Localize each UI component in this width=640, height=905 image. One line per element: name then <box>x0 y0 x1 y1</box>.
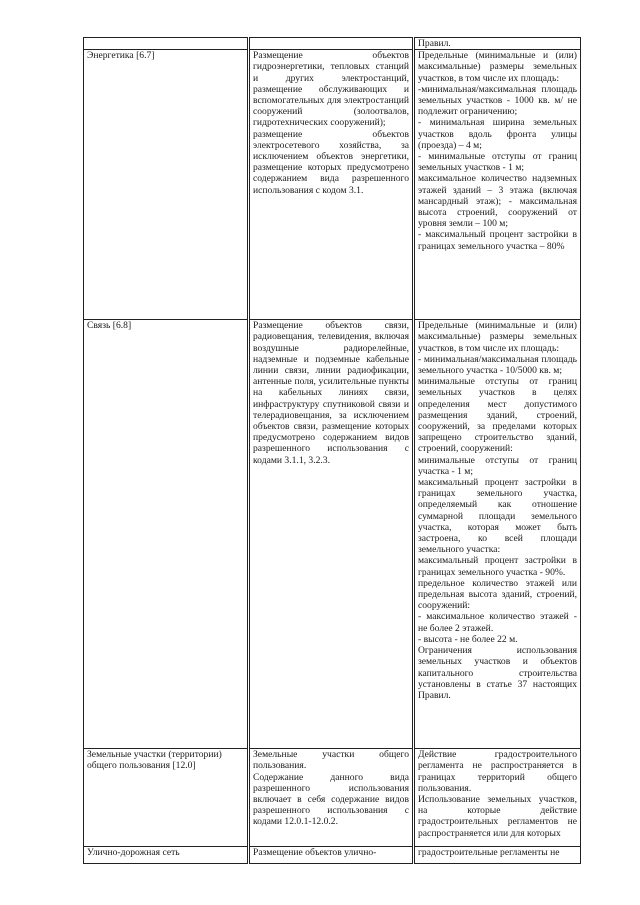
params-cell <box>414 847 581 864</box>
params-paragraph: Правил. <box>418 38 451 49</box>
params-paragraph: минимальные отступы от границ участка - 1 м; <box>418 454 577 477</box>
use-name: Связь [6.8] <box>87 320 132 332</box>
params-paragraph: градостроительные регламенты не <box>418 847 560 859</box>
params-paragraph: Действие градостроительного регламента не распространяется в границах территорий общего пользования. <box>418 749 577 794</box>
content-paragraph: Размещение объектов улично- <box>253 847 377 859</box>
use-content-cell <box>249 50 414 320</box>
params-paragraph: Ограничения использования земельных участков и объектов капитального строительства установлены в статье 37 настоящих Правил. <box>418 645 577 701</box>
params-paragraph: Использование земельных участков, на которые действие градостроительных регламентов не распространяется или для которых <box>418 794 577 839</box>
params-cell <box>414 749 581 847</box>
params-paragraph: - минимальная/максимальная площадь земельного участка - 10/5000 кв. м; <box>418 353 577 377</box>
params-paragraph: предельное количество этажей или предельная высота зданий, строений, сооружений: <box>418 577 577 612</box>
use-name-cell <box>84 847 249 864</box>
table-row <box>84 749 581 847</box>
table-row <box>84 50 581 320</box>
use-content-cell <box>249 320 414 749</box>
params-paragraph: максимальное количество надземных этажей зданий – 3 этажа (включая мансардный этаж); - максимальная высота строений, сооружений от уровня земли – 100 м; <box>418 173 577 230</box>
table-row <box>84 847 581 864</box>
params-cell <box>414 320 581 749</box>
params-paragraph: Предельные (минимальные и (или) максимальные) размеры земельных участков, в том числе их площадь: <box>418 320 577 354</box>
params-paragraph: максимальный процент застройки в границах земельного участка, определяемый как отношение суммарной площади земельного участка, которая может быть застроена, ко всей площади земельного участка: <box>418 477 577 556</box>
use-content-cell <box>249 749 414 847</box>
use-name-cell <box>84 38 249 50</box>
params-paragraph: - максимальное количество этажей - не более 2 этажей. <box>418 611 577 634</box>
params-cell <box>414 38 581 50</box>
params-paragraph: - минимальные отступы от границ земельных участков - 1 м; <box>418 151 577 174</box>
params-cell <box>414 50 581 320</box>
use-name-cell <box>84 749 249 847</box>
params-paragraph: - минимальная ширина земельных участков вдоль фронта улицы (проезда) – 4 м; <box>418 117 577 151</box>
use-name: Земельные участки (территории) общего пользования [12.0] <box>87 749 222 772</box>
use-name: Энергетика [6.7] <box>87 50 155 62</box>
content-paragraph: Размещение объектов гидроэнергетики, тепловых станций и других электростанций, размещение обслуживающих и вспомогательных для электростанций сооружений (золоотвалов, гидротехнических сооружений); <box>253 50 409 129</box>
use-content-cell <box>249 38 414 50</box>
use-name: Улично-дорожная сеть <box>87 847 180 859</box>
table-row <box>84 38 581 50</box>
params-paragraph: Предельные (минимальные и (или) максимальные) размеры земельных участков, в том числе их площадь: <box>418 50 577 84</box>
use-name-cell <box>84 320 249 749</box>
use-name-cell <box>84 50 249 320</box>
params-paragraph: минимальные отступы от границ земельных участков в целях определения мест допустимого размещения зданий, строений, сооружений, за пределами которых запрещено строительство зданий, строений, сооружений: <box>418 376 577 455</box>
params-paragraph: -минимальная/максимальная площадь земельных участков - 1000 кв. м/ не подлежит ограничению; <box>418 83 577 118</box>
content-paragraph: размещение объектов электросетевого хозяйства, за исключением объектов энергетики, размещение которых предусмотрено содержанием вида разрешенного использования с кодом 3.1. <box>253 128 409 196</box>
params-paragraph: - высота - не более 22 м. <box>418 633 518 645</box>
params-paragraph: - максимальный процент застройки в границах земельного участка – 80% <box>418 229 577 252</box>
use-content-cell <box>249 847 414 864</box>
content-paragraph: Земельные участки общего пользования. <box>253 749 409 772</box>
land-use-table <box>83 37 581 864</box>
content-paragraph: Размещение объектов связи, радиовещания, телевидения, включая воздушные радиорелейные, надземные и подземные кабельные линии связи, линии радиофикации, антенные поля, усилительные пункты на кабельных линиях связи, инфраструктуру спутниковой связи и телерадиовещания, за исключением объектов связи, размещение которых предусмотрено содержанием видов разрешенного использования с кодами 3.1.1, 3.2.3. <box>253 320 409 466</box>
params-paragraph: максимальный процент застройки в границах земельного участка - 90%. <box>418 555 577 578</box>
content-paragraph: Содержание данного вида разрешенного использования включает в себя содержание видов разрешенного использования с кодами 12.0.1-12.0.2. <box>253 771 409 828</box>
table-row <box>84 320 581 749</box>
